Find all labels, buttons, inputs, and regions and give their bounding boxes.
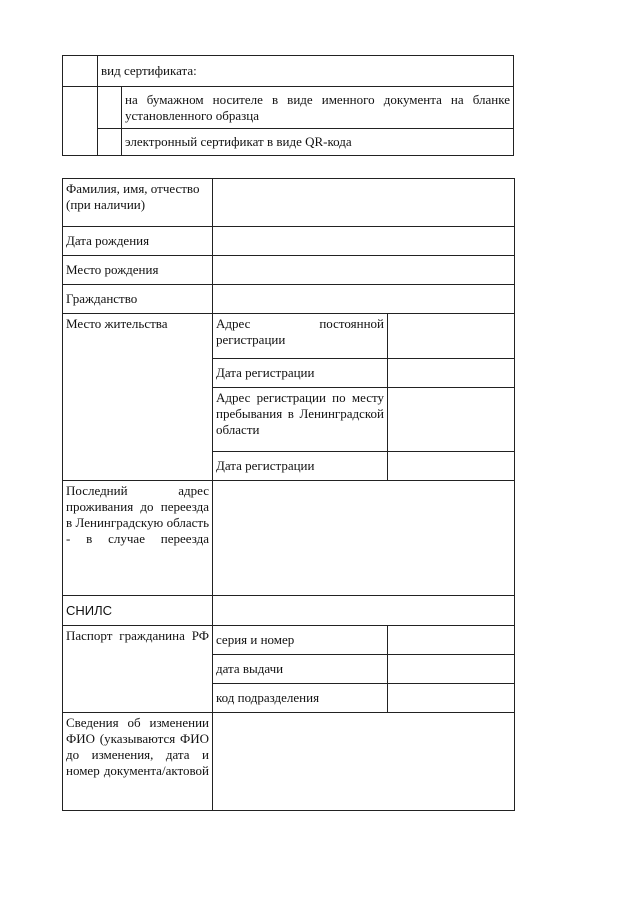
issue-date-label: дата выдачи xyxy=(213,655,388,684)
permanent-address-field[interactable] xyxy=(388,314,515,359)
residence-label: Место жительства xyxy=(63,314,213,481)
citizenship-label: Гражданство xyxy=(63,285,213,314)
full-name-field[interactable] xyxy=(213,179,515,227)
division-code-label: код подразделения xyxy=(213,684,388,713)
birth-place-label: Место рождения xyxy=(63,256,213,285)
stay-registration-date-field[interactable] xyxy=(388,452,515,481)
spacer-cell xyxy=(63,87,98,156)
name-change-field[interactable] xyxy=(213,713,515,811)
checkbox-paper[interactable] xyxy=(98,87,122,129)
stay-address-field[interactable] xyxy=(388,388,515,452)
certificate-type-table xyxy=(62,55,514,156)
stay-address-label: Адрес регистрации по месту пребывания в Ленинградской области xyxy=(213,388,388,452)
registration-date-label: Дата регистрации xyxy=(213,359,388,388)
series-number-label: серия и номер xyxy=(213,626,388,655)
stay-registration-date-label: Дата регистрации xyxy=(213,452,388,481)
division-code-field[interactable] xyxy=(388,684,515,713)
passport-label: Паспорт гражданина РФ xyxy=(63,626,213,713)
personal-data-table xyxy=(62,178,515,811)
option-paper-label: на бумажном носителе в виде именного документа на бланке установленного образца xyxy=(122,87,514,129)
name-change-label: Сведения об изменении ФИО (указываются ФИО до изменения, дата и номер документа/актовой xyxy=(63,713,213,811)
citizenship-field[interactable] xyxy=(213,285,515,314)
birth-date-label: Дата рождения xyxy=(63,227,213,256)
snils-field[interactable] xyxy=(213,596,515,626)
checkbox-electronic[interactable] xyxy=(98,129,122,156)
registration-date-field[interactable] xyxy=(388,359,515,388)
permanent-address-label: Адрес постоянной регистрации xyxy=(213,314,388,359)
snils-label: СНИЛС xyxy=(63,596,213,626)
last-address-label: Последний адрес проживания до переезда в Ленинградскую область - в случае переезда xyxy=(63,481,213,596)
birth-date-field[interactable] xyxy=(213,227,515,256)
checkbox-certificate-type[interactable] xyxy=(63,56,98,87)
last-address-field[interactable] xyxy=(213,481,515,596)
issue-date-field[interactable] xyxy=(388,655,515,684)
option-electronic-label: электронный сертификат в виде QR-кода xyxy=(122,129,514,156)
birth-place-field[interactable] xyxy=(213,256,515,285)
series-number-field[interactable] xyxy=(388,626,515,655)
full-name-label: Фамилия, имя, отчество (при наличии) xyxy=(63,179,213,227)
certificate-type-label: вид сертификата: xyxy=(98,56,514,87)
